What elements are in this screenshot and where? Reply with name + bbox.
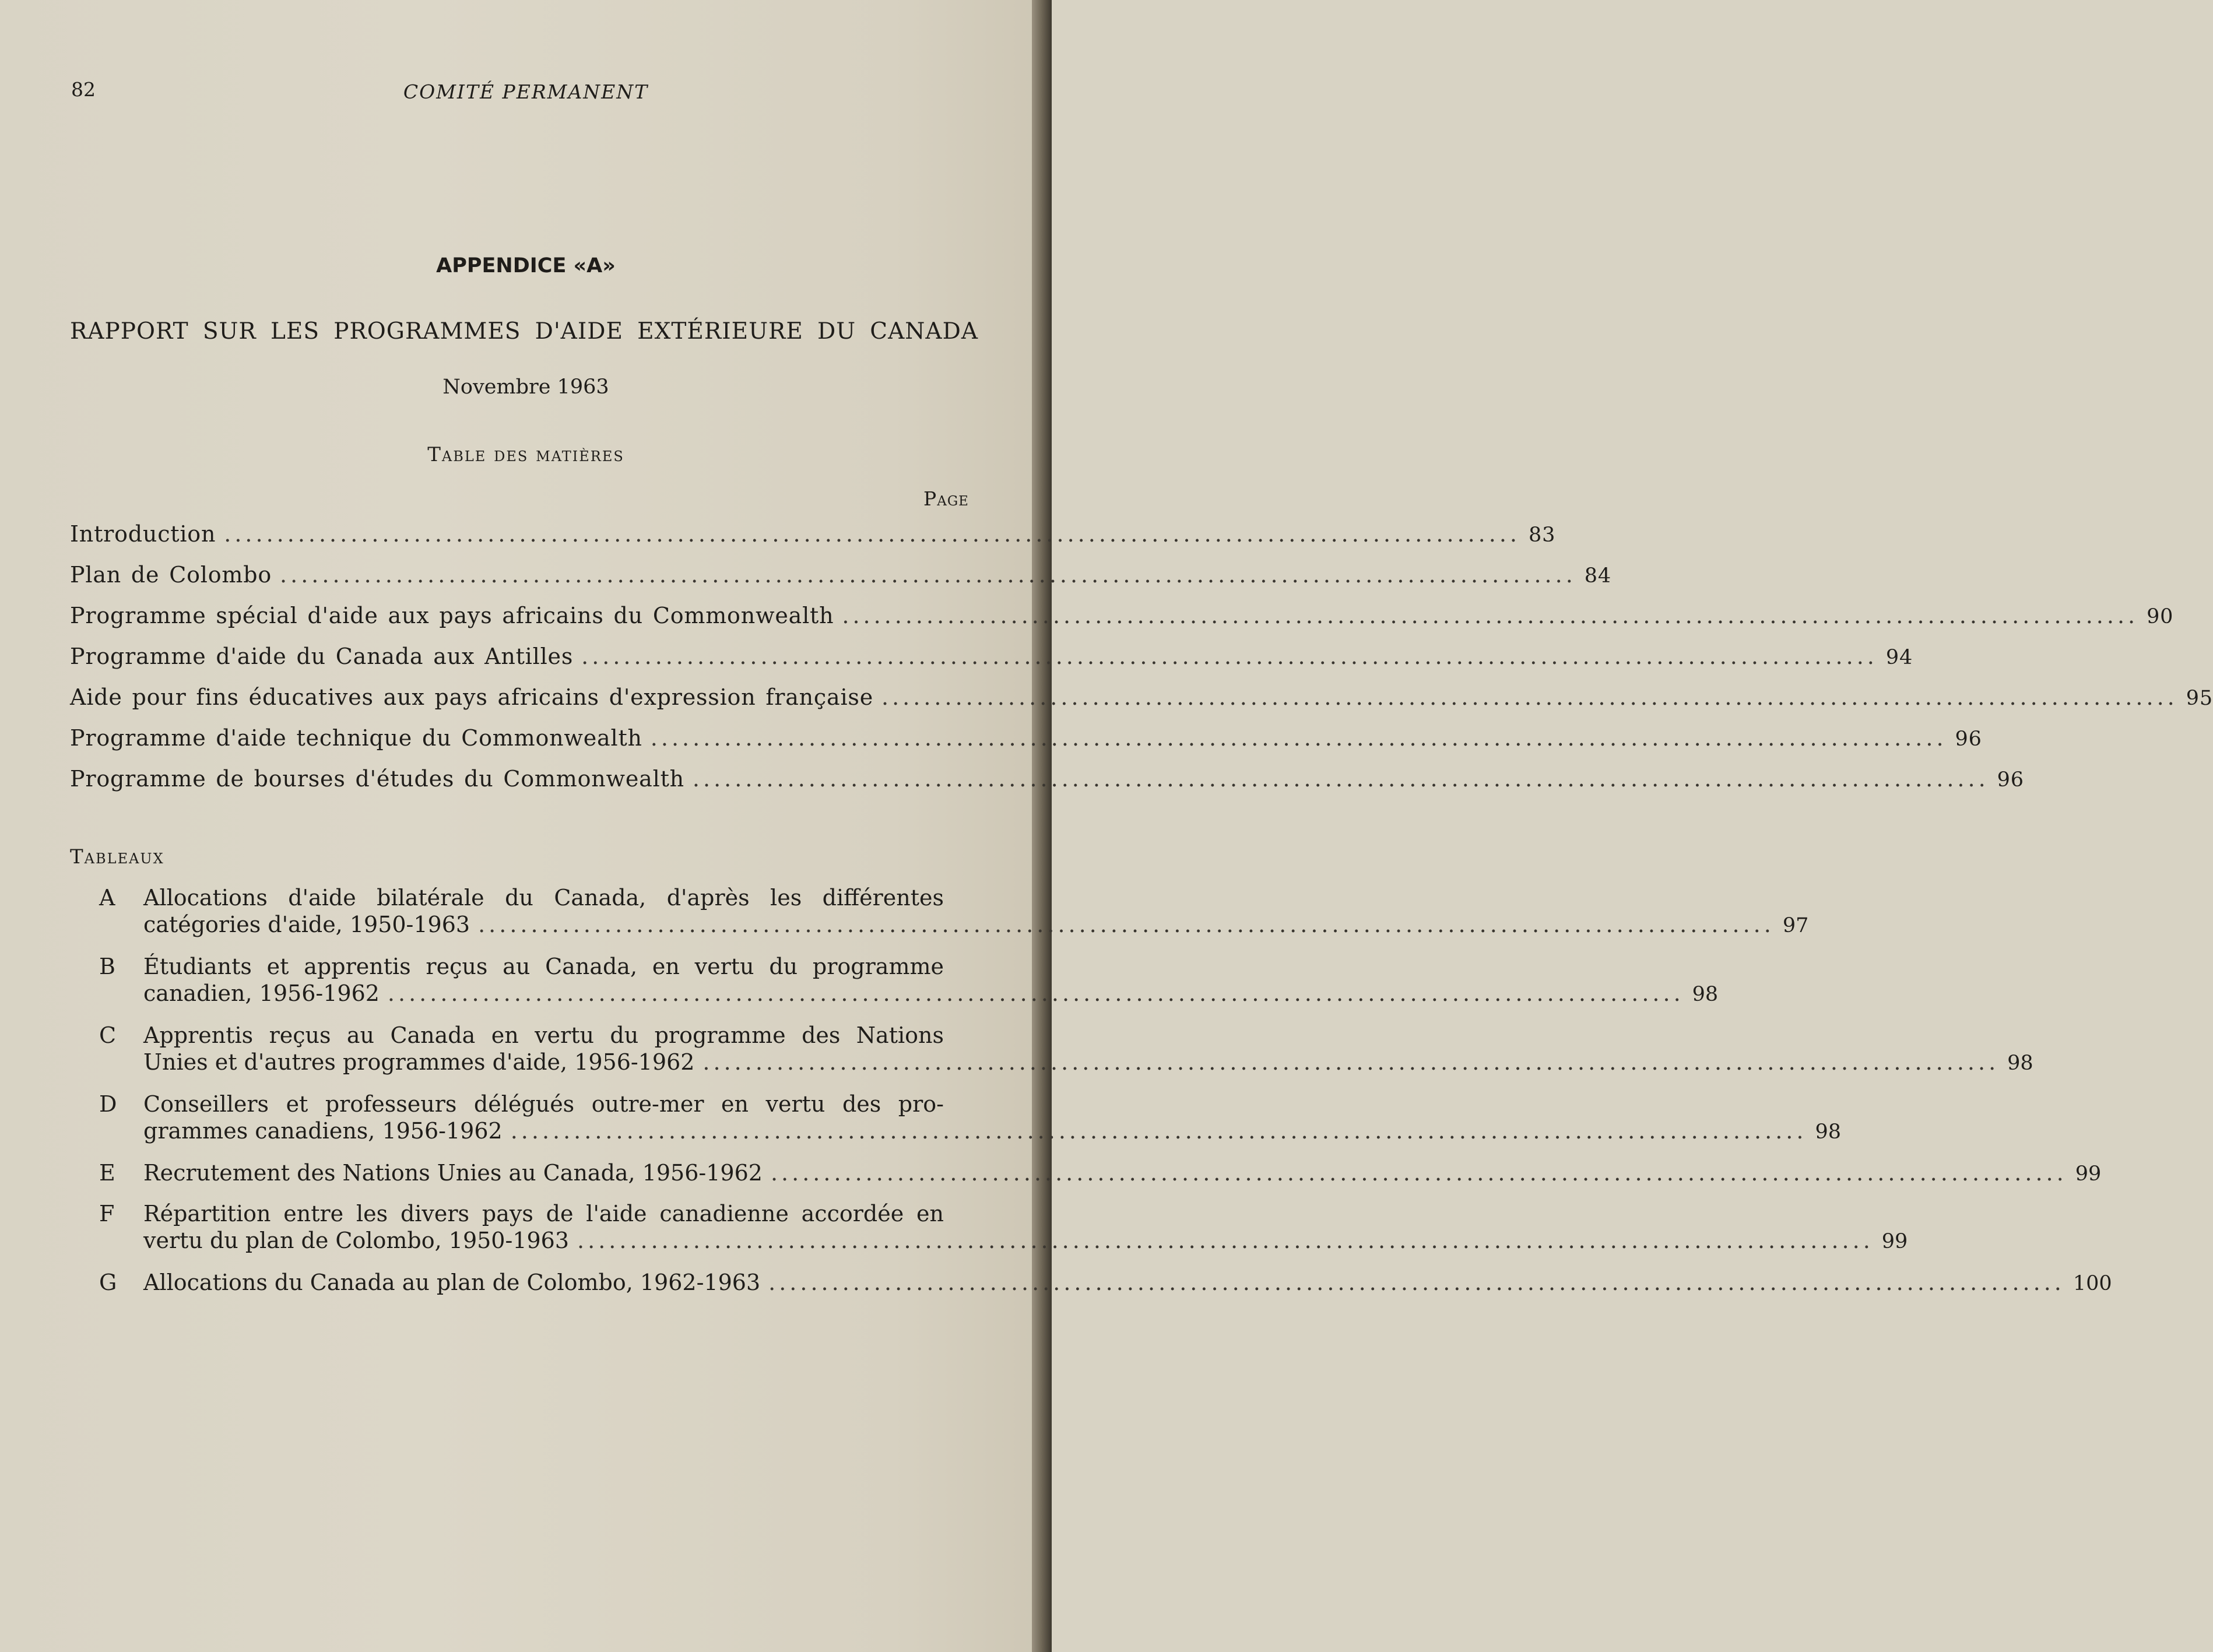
leader-dots: ...........................................................................................................................: [478, 912, 1775, 937]
tableau-page: 99: [1881, 1230, 1908, 1253]
toc-entry-label: Programme spécial d'aide aux pays africains du Commonwealth: [70, 603, 834, 628]
tableau-line2: vertu du plan de Colombo, 1950-1963: [143, 1228, 570, 1253]
toc-entry: [70, 562, 1611, 591]
toc-entry: [70, 725, 1982, 754]
leader-dots: ...........................................................................................................................: [577, 1228, 1874, 1253]
toc-entry-page: 90: [2147, 605, 2174, 628]
toc-entry-label: Programme de bourses d'études du Commonwealth: [70, 766, 684, 792]
toc-heading: Table des matières: [427, 443, 624, 466]
toc-entry-page: 83: [1529, 523, 1556, 547]
tableaux-heading: Tableaux: [70, 845, 164, 869]
report-title: RAPPORT SUR LES PROGRAMMES D'AIDE EXTÉRIEURE DU CANADA: [70, 318, 978, 345]
tableau-line1: Allocations d'aide bilatérale du Canada, d'après les différentes: [143, 885, 944, 911]
toc-entry-label: Programme d'aide du Canada aux Antilles: [70, 644, 574, 669]
toc-entry-label: Programme d'aide technique du Commonwealth: [70, 725, 642, 751]
tableau-letter: D: [99, 1091, 117, 1117]
tableau-letter: E: [99, 1160, 115, 1186]
toc-entry: [70, 603, 2174, 632]
tableau-letter: B: [99, 954, 115, 979]
tableau-line1: Recrutement des Nations Unies au Canada, 1956-1962: [143, 1160, 763, 1186]
toc-entry-label: Introduction: [70, 521, 216, 547]
tableau-line1: Étudiants et apprentis reçus au Canada, en vertu du programme: [143, 954, 944, 979]
leader-dots: ...........................................................................................................................: [581, 644, 1878, 669]
toc-entry-label: Plan de Colombo: [70, 562, 272, 588]
tableau-line1: Allocations du Canada au plan de Colombo, 1962-1963: [143, 1270, 761, 1295]
leader-dots: ...........................................................................................................................: [387, 980, 1684, 1006]
running-title: COMITÉ PERMANENT: [403, 80, 649, 103]
report-date: Novembre 1963: [442, 375, 609, 399]
tableau-line1: Conseillers et professeurs délégués outre-mer en vertu des pro-: [143, 1091, 944, 1117]
leader-dots: ...........................................................................................................................: [224, 521, 1520, 547]
toc-entry-label: Aide pour fins éducatives aux pays africains d'expression française: [70, 684, 874, 710]
toc-entry-page: 95: [2186, 687, 2213, 710]
leader-dots: ...........................................................................................................................: [692, 766, 1989, 792]
toc-entry-page: 84: [1584, 564, 1611, 588]
leader-dots: ...........................................................................................................................: [702, 1049, 2000, 1075]
leader-dots: ...........................................................................................................................: [770, 1160, 2067, 1186]
tableau-page: 97: [1782, 914, 1809, 937]
tableau-line2: canadien, 1956-1962: [143, 980, 380, 1006]
toc-entry: [70, 644, 1913, 673]
toc-entry-page: 96: [1955, 727, 1982, 751]
toc-entry: [70, 684, 2213, 713]
page-number: 82: [71, 78, 96, 101]
leader-dots: ...........................................................................................................................: [768, 1270, 2065, 1295]
tableau-page: 99: [2075, 1162, 2102, 1186]
leader-dots: ...........................................................................................................................: [280, 562, 1576, 588]
toc-entry: [70, 766, 2024, 795]
tableau-page: 100: [2073, 1272, 2112, 1295]
tableau-page: 98: [1815, 1120, 1841, 1144]
tableau-page: 98: [1692, 983, 1719, 1006]
book-spine-shadow: [1032, 0, 1052, 1652]
page-column-label: Page: [923, 487, 969, 510]
tableau-line1: Répartition entre les divers pays de l'aide canadienne accordée en: [143, 1201, 944, 1226]
tableau-letter: G: [99, 1270, 117, 1295]
toc-entry-page: 94: [1885, 646, 1913, 669]
tableau-letter: C: [99, 1022, 117, 1048]
leader-dots: ...........................................................................................................................: [881, 684, 2178, 710]
toc-entry: [70, 521, 1556, 550]
tableau-letter: F: [99, 1201, 115, 1226]
appendix-label: APPENDICE «A»: [436, 254, 616, 277]
tableau-line2: grammes canadiens, 1956-1962: [143, 1118, 503, 1144]
tableau-line1: Apprentis reçus au Canada en vertu du programme des Nations: [143, 1022, 944, 1048]
tableau-line2: Unies et d'autres programmes d'aide, 1956-1962: [143, 1049, 695, 1075]
leader-dots: ...........................................................................................................................: [842, 603, 2139, 628]
toc-entry-page: 96: [1997, 768, 2024, 792]
tableau-line2: catégories d'aide, 1950-1963: [143, 912, 470, 937]
tableau-letter: A: [99, 885, 115, 911]
leader-dots: ...........................................................................................................................: [510, 1118, 1807, 1144]
tableau-page: 98: [2007, 1052, 2033, 1075]
leader-dots: ...........................................................................................................................: [650, 725, 1947, 751]
